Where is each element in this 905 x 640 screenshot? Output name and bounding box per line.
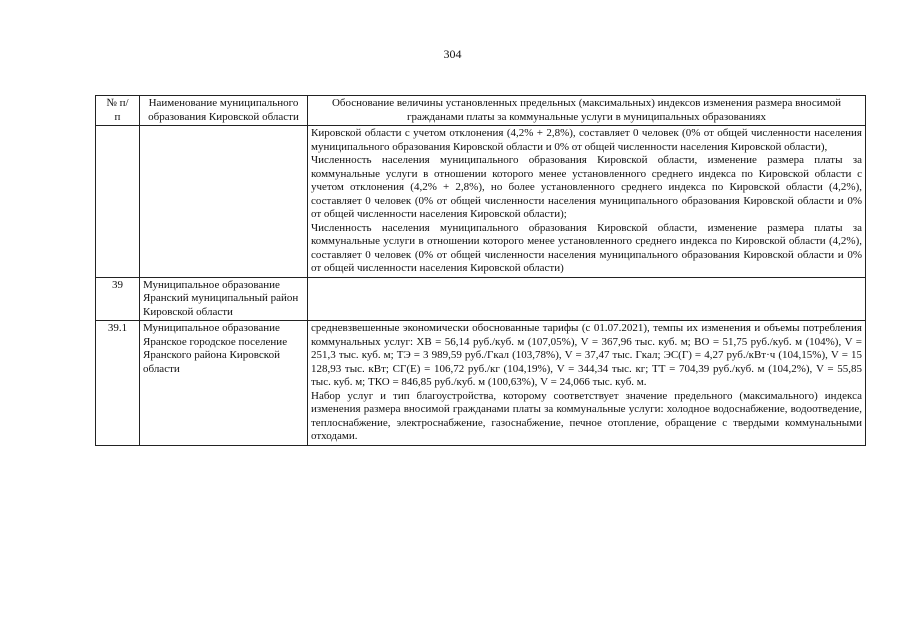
row-municipality: Муниципальное образование Яранское городское поселение Яранского района Кировской области: [140, 321, 308, 446]
tariff-table: [95, 95, 866, 446]
table-row: [96, 126, 866, 278]
justification-paragraph: Набор услуг и тип благоустройства, которому соответствует значение предельного (максимального) индекса изменения размера вносимой гражданами платы за коммунальные услуги: холодное водоснабжение, водоотведение, теплоснабжение, электроснабжение, газоснабжение, печное отопление, обращение с твердыми коммунальными отходами.: [311, 389, 862, 442]
row-municipality: [140, 126, 308, 278]
row-justification: [308, 126, 866, 278]
table-header-row: [96, 96, 866, 126]
row-justification: [308, 277, 866, 321]
row-municipality: Муниципальное образование Яранский муниципальный район Кировской области: [140, 277, 308, 321]
page-number: 304: [443, 47, 462, 61]
header-justification: Обоснование величины установленных предельных (максимальных) индексов изменения размера вносимой гражданами платы за коммунальные услуги в муниципальных образованиях: [308, 96, 866, 126]
justification-paragraph: Численность населения муниципального образования Кировской области, изменение размера платы за коммунальные услуги в отношении которого менее установленного среднего индекса по Кировской области с учетом отклонения (4,2% + 2,8%), но более установленного среднего индекса по Кировской области (4,2%), составляет 0 человек (0% от общей численности населения муниципального образования Кировской области и 0% от общей численности населения Кировской области);: [311, 154, 862, 220]
justification-paragraph: Кировской области с учетом отклонения (4,2% + 2,8%), составляет 0 человек (0% от общей численности населения муниципального образования Кировской области и 0% от общей численности населения Кировской области),: [311, 127, 862, 153]
table-row: [96, 321, 866, 446]
justification-paragraph: Численность населения муниципального образования Кировской области, изменение размера платы за коммунальные услуги в отношении которого менее установленного среднего индекса по Кировской области (4,2%), составляет 0 человек (0% от общей численности населения муниципального образования Кировской области и 0% от общей численности населения Кировской области): [311, 221, 862, 274]
row-number: 39.1: [96, 321, 140, 446]
header-number: № п/п: [96, 96, 140, 126]
row-number: [96, 126, 140, 278]
row-justification: [308, 321, 866, 446]
row-number: 39: [96, 277, 140, 321]
justification-paragraph: средневзвешенные экономически обоснованные тарифы (с 01.07.2021), темпы их изменения и объемы потребления коммунальных услуг: ХВ = 56,14 руб./куб. м (107,05%), V = 367,96 тыс. куб. м; ВО = 51,75 руб./куб. м (104%), V = 251,3 тыс. куб. м; ТЭ = 3 989,59 руб./Гкал (103,78%), V = 37,47 тыс. Гкал; ЭС(Г) = 4,27 руб./кВт·ч (104,15%), V = 15 128,93 тыс. кВт; СГ(Е) = 106,72 руб./кг (104,19%), V = 344,34 тыс. кг; ТТ = 704,39 руб./куб. м (104,2%), V = 55,85 тыс. куб. м; ТКО = 846,85 руб./куб. м (100,63%), V = 24,066 тыс. куб. м.: [311, 322, 862, 388]
table-row: [96, 277, 866, 321]
header-municipality: Наименование муниципального образования Кировской области: [140, 96, 308, 126]
